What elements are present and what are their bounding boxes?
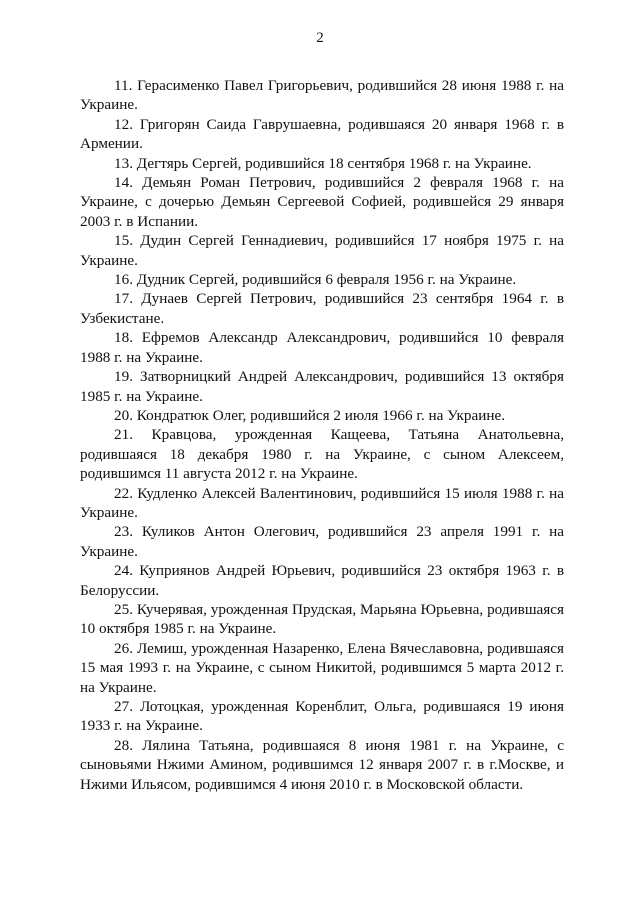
list-item: 12. Григорян Саида Гаврушаевна, родившаяся 20 января 1968 г. в Армении.: [80, 115, 564, 153]
list-item: 15. Дудин Сергей Геннадиевич, родившийся 17 ноября 1975 г. на Украине.: [80, 232, 564, 269]
document-body: [80, 76, 564, 794]
list-item: 25. Кучерявая, урожденная Прудская, Марьяна Юрьевна, родившаяся 10 октября 1985 г. на Украине.: [80, 600, 564, 638]
list-item: 14. Демьян Роман Петрович, родившийся 2 февраля 1968 г. на Украине, с дочерью Демьян Сергеевой Софией, родившейся 29 января 2003 г. в Испании.: [80, 174, 564, 230]
list-item: 20. Кондратюк Олег, родившийся 2 июля 1966 г. на Украине.: [114, 406, 506, 424]
list-item: 19. Затворницкий Андрей Александрович, родившийся 13 октября 1985 г. на Украине.: [80, 368, 564, 405]
list-item: 23. Куликов Антон Олегович, родившийся 23 апреля 1991 г. на Украине.: [80, 523, 564, 560]
list-item: 17. Дунаев Сергей Петрович, родившийся 23 сентября 1964 г. в Узбекистане.: [80, 290, 564, 327]
list-item: 26. Лемиш, урожденная Назаренко, Елена Вячеславовна, родившаяся 15 мая 1993 г. на Украине, с сыном Никитой, родившимся 5 марта 2012 г. на Украине.: [80, 639, 564, 696]
list-item: 18. Ефремов Александр Александрович, родившийся 10 февраля 1988 г. на Украине.: [80, 329, 564, 366]
list-item: 13. Дегтярь Сергей, родившийся 18 сентября 1968 г. на Украине.: [114, 154, 532, 172]
page-number: 2: [316, 30, 324, 46]
list-item: 24. Куприянов Андрей Юрьевич, родившийся 23 октября 1963 г. в Белоруссии.: [80, 562, 564, 599]
list-item: 16. Дудник Сергей, родившийся 6 февраля 1956 г. на Украине.: [114, 271, 517, 289]
list-item: 22. Кудленко Алексей Валентинович, родившийся 15 июля 1988 г. на Украине.: [80, 484, 564, 521]
list-item: 27. Лотоцкая, урожденная Коренблит, Ольга, родившаяся 19 июня 1933 г. на Украине.: [80, 698, 564, 735]
list-item: 21. Кравцова, урожденная Кащеева, Татьяна Анатольевна, родившаяся 18 декабря 1980 г. на Украине, с сыном Алексеем, родившимся 11 августа 2012 г. на Украине.: [80, 426, 564, 483]
list-item: 11. Герасименко Павел Григорьевич, родившийся 28 июня 1988 г. на Украине.: [80, 77, 564, 114]
list-item: 28. Лялина Татьяна, родившаяся 8 июня 1981 г. на Украине, с сыновьями Нжими Амином, родившимся 12 января 2007 г. в г.Москве, и Нжими Ильясом, родившимся 4 июня 2010 г. в Московской области.: [80, 736, 564, 793]
